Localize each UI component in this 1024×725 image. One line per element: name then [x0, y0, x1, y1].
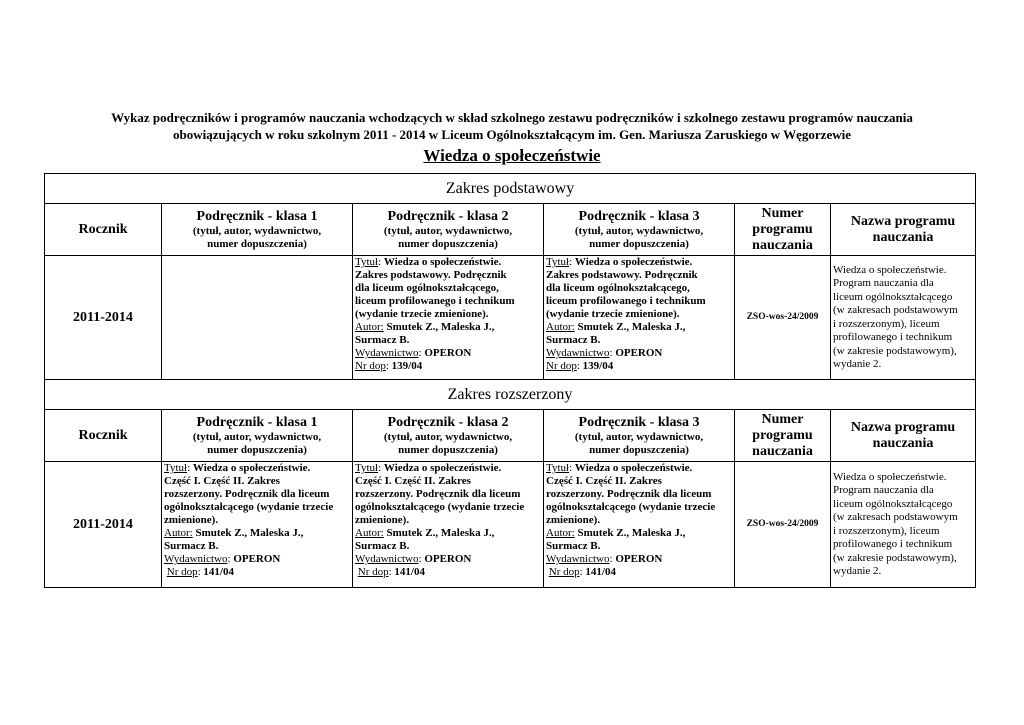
- book-klasa-3-basic: Tytuł: Wiedza o społeczeństwie. Zakres podstawowy. Podręcznik dla liceum ogólnokształcącego, liceum profilowanego i technikum (wydanie trzecie zmienione). Autor: Smutek Z., Maleska J., Surmacz B. Wydawnictwo: OPERON Nr dop: 139/04: [544, 256, 735, 380]
- book-desc-line: Część I. Część II. Zakres: [355, 475, 471, 487]
- header-sub-1b: numer dopuszczenia): [207, 237, 307, 250]
- header-rocznik: Rocznik: [45, 204, 162, 256]
- header-klasa-3: [544, 204, 735, 256]
- header-sub-1a: (tytuł, autor, wydawnictwo,: [192, 430, 322, 443]
- book-desc-line: Zakres podstawowy. Podręcznik: [546, 269, 698, 281]
- header-klasa-1-label: Podręcznik - klasa 1: [196, 208, 318, 224]
- author-value: Smutek Z., Maleska J.,: [386, 321, 495, 333]
- publisher-value: OPERON: [615, 553, 663, 565]
- program-name-line: liceum ogólnokształcącego: [833, 290, 953, 303]
- nr-value: 141/04: [585, 566, 616, 578]
- header-row-basic: [45, 204, 976, 256]
- book-desc-line: rozszerzony. Podręcznik dla liceum: [355, 488, 521, 500]
- year-cell-extended: 2011-2014: [45, 462, 162, 588]
- header-nazwa-line-2: nauczania: [872, 435, 934, 451]
- publisher-label: Wydawnictwo: [355, 553, 419, 565]
- book-desc-line: dla liceum ogólnokształcącego,: [546, 282, 690, 294]
- year-cell-basic: 2011-2014: [45, 256, 162, 380]
- section-title-basic: Zakres podstawowy: [45, 174, 976, 204]
- header-sub-3b: numer dopuszczenia): [589, 237, 689, 250]
- header-klasa-1: [162, 204, 353, 256]
- book-desc-line: zmienione).: [164, 514, 219, 526]
- book-klasa-2-basic: Tytuł: Wiedza o społeczeństwie. Zakres podstawowy. Podręcznik dla liceum ogólnokształcącego, liceum profilowanego i technikum (wydanie trzecie zmienione). Autor: Smutek Z., Maleska J., Surmacz B. Wydawnictwo: OPERON Nr dop: 139/04: [353, 256, 544, 380]
- publisher-label: Wydawnictwo: [546, 347, 610, 359]
- header-sub-3a: (tytuł, autor, wydawnictwo,: [574, 430, 704, 443]
- book-desc-line: Część I. Część II. Zakres: [164, 475, 280, 487]
- header-sub-3b: numer dopuszczenia): [589, 443, 689, 456]
- publisher-value: OPERON: [424, 347, 472, 359]
- nr-value: 141/04: [394, 566, 425, 578]
- title-value: Wiedza o społeczeństwie.: [574, 256, 693, 268]
- book-desc-line: rozszerzony. Podręcznik dla liceum: [546, 488, 712, 500]
- book-desc-line: Zakres podstawowy. Podręcznik: [355, 269, 507, 281]
- book-desc-line: ogólnokształcącego (wydanie trzecie: [355, 501, 525, 513]
- data-row-extended: [45, 462, 976, 588]
- book-desc-line: ogólnokształcącego (wydanie trzecie: [546, 501, 716, 513]
- book-desc-line: liceum profilowanego i technikum: [546, 295, 706, 307]
- header-numer-line-1: Numer: [761, 411, 804, 427]
- header-numer-programu: [735, 410, 831, 462]
- title-label: Tytuł: [355, 256, 379, 268]
- header-klasa-2-label: Podręcznik - klasa 2: [387, 414, 509, 430]
- header-numer-line-3: nauczania: [752, 237, 813, 253]
- program-name-line: (w zakresach podstawowym: [833, 511, 958, 523]
- program-name-extended: [831, 462, 976, 588]
- header-klasa-2-label: Podręcznik - klasa 2: [387, 208, 509, 224]
- publisher-label: Wydawnictwo: [164, 553, 228, 565]
- program-name-line: (w zakresach podstawowym: [833, 304, 958, 316]
- program-name-line: (w zakresie podstawowym),: [833, 344, 957, 357]
- program-name-line: profilowanego i technikum: [833, 331, 953, 343]
- program-name-line: Wiedza o społeczeństwie.: [833, 263, 947, 276]
- nr-label: Nr dop: [546, 360, 577, 372]
- program-name-line: wydanie 2.: [833, 358, 882, 370]
- author-label: Autor:: [164, 527, 193, 539]
- section-title-extended: Zakres rozszerzony: [45, 380, 976, 410]
- publisher-label: Wydawnictwo: [355, 347, 419, 359]
- author-value-2: Surmacz B.: [546, 334, 601, 346]
- author-value: Smutek Z., Maleska J.,: [577, 321, 686, 333]
- nr-label: Nr dop: [548, 566, 580, 578]
- program-name-line: Program nauczania dla: [833, 484, 934, 496]
- program-name-line: liceum ogólnokształcącego: [833, 497, 953, 510]
- author-label: Autor:: [546, 527, 575, 539]
- header-klasa-1-label: Podręcznik - klasa 1: [196, 414, 318, 430]
- header-klasa-1: [162, 410, 353, 462]
- header-sub-2b: numer dopuszczenia): [398, 443, 498, 456]
- title-label: Tytuł: [546, 462, 570, 474]
- header-nazwa-line-1: Nazwa programu: [850, 419, 956, 435]
- author-value-2: Surmacz B.: [546, 540, 601, 552]
- nr-label: Nr dop: [166, 566, 198, 578]
- author-value-2: Surmacz B.: [164, 540, 219, 552]
- book-desc-line: (wydanie trzecie zmienione).: [546, 308, 680, 320]
- page-title-line-2: obowiązujących w roku szkolnym 2011 - 2014 w Liceum Ogólnokształcącym im. Gen. Mariusza Zaruskiego w Węgorzewie: [172, 127, 851, 142]
- book-desc-line: liceum profilowanego i technikum: [355, 295, 515, 307]
- title-label: Tytuł: [546, 256, 570, 268]
- title-value: Wiedza o społeczeństwie.: [574, 462, 693, 474]
- header-sub-2a: (tytuł, autor, wydawnictwo,: [383, 430, 513, 443]
- nr-value: 139/04: [582, 360, 614, 372]
- author-value-2: Surmacz B.: [355, 334, 410, 346]
- textbook-table: [44, 173, 976, 588]
- program-name-line: Program nauczania dla: [833, 277, 934, 289]
- header-sub-2b: numer dopuszczenia): [398, 237, 498, 250]
- header-numer-line-2: programu: [752, 221, 813, 237]
- header-nazwa-line-2: nauczania: [872, 229, 934, 245]
- nr-value: 139/04: [391, 360, 423, 372]
- header-row-extended: [45, 410, 976, 462]
- header-sub-1a: (tytuł, autor, wydawnictwo,: [192, 224, 322, 237]
- page-title: [40, 109, 984, 143]
- header-nazwa-programu: [831, 204, 976, 256]
- header-numer-programu: [735, 204, 831, 256]
- program-name-line: wydanie 2.: [833, 565, 882, 577]
- author-label: Autor:: [355, 321, 384, 333]
- book-desc-line: dla liceum ogólnokształcącego,: [355, 282, 499, 294]
- subject-title: Wiedza o społeczeństwie: [423, 146, 601, 165]
- book-desc-line: zmienione).: [546, 514, 601, 526]
- publisher-value: OPERON: [424, 553, 472, 565]
- program-number-basic: ZSO-wos-24/2009: [735, 256, 831, 380]
- program-number-extended: ZSO-wos-24/2009: [735, 462, 831, 588]
- book-desc-line: zmienione).: [355, 514, 410, 526]
- book-desc-line: ogólnokształcącego (wydanie trzecie: [164, 501, 334, 513]
- header-numer-line-2: programu: [752, 427, 813, 443]
- data-row-basic: [45, 256, 976, 380]
- header-nazwa-programu: [831, 410, 976, 462]
- title-value: Wiedza o społeczeństwie.: [192, 462, 311, 474]
- title-label: Tytuł: [164, 462, 188, 474]
- book-klasa-3-extended: Tytuł: Wiedza o społeczeństwie. Część I. Część II. Zakres rozszerzony. Podręcznik dla liceum ogólnokształcącego (wydanie trzecie zmienione). Autor: Smutek Z., Maleska J., Surmacz B. Wydawnictwo: OPERON Nr dop: 141/04: [544, 462, 735, 588]
- title-value: Wiedza o społeczeństwie.: [383, 256, 502, 268]
- book-klasa-2-extended: Tytuł: Wiedza o społeczeństwie. Część I. Część II. Zakres rozszerzony. Podręcznik dla liceum ogólnokształcącego (wydanie trzecie zmienione). Autor: Smutek Z., Maleska J., Surmacz B. Wydawnictwo: OPERON Nr dop: 141/04: [353, 462, 544, 588]
- book-desc-line: (wydanie trzecie zmienione).: [355, 308, 489, 320]
- author-value: Smutek Z., Maleska J.,: [577, 527, 686, 539]
- program-name-line: i rozszerzonym), liceum: [833, 524, 940, 537]
- header-sub-1b: numer dopuszczenia): [207, 443, 307, 456]
- header-klasa-2: [353, 410, 544, 462]
- header-nazwa-line-1: Nazwa programu: [850, 213, 956, 229]
- author-value: Smutek Z., Maleska J.,: [195, 527, 304, 539]
- program-name-basic: [831, 256, 976, 380]
- nr-value: 141/04: [203, 566, 234, 578]
- header-numer-line-3: nauczania: [752, 443, 813, 459]
- header-klasa-2: [353, 204, 544, 256]
- header-klasa-3: [544, 410, 735, 462]
- publisher-value: OPERON: [615, 347, 663, 359]
- book-klasa-1-extended: Tytuł: Wiedza o społeczeństwie. Część I. Część II. Zakres rozszerzony. Podręcznik dla liceum ogólnokształcącego (wydanie trzecie zmienione). Autor: Smutek Z., Maleska J., Surmacz B. Wydawnictwo: OPERON Nr dop: 141/04: [162, 462, 353, 588]
- author-value: Smutek Z., Maleska J.,: [386, 527, 495, 539]
- book-desc-line: rozszerzony. Podręcznik dla liceum: [164, 488, 330, 500]
- publisher-value: OPERON: [233, 553, 281, 565]
- header-klasa-3-label: Podręcznik - klasa 3: [578, 414, 700, 430]
- header-rocznik: Rocznik: [45, 410, 162, 462]
- program-name-line: i rozszerzonym), liceum: [833, 317, 940, 330]
- program-name-line: (w zakresie podstawowym),: [833, 551, 957, 564]
- title-label: Tytuł: [355, 462, 379, 474]
- title-value: Wiedza o społeczeństwie.: [383, 462, 502, 474]
- header-sub-2a: (tytuł, autor, wydawnictwo,: [383, 224, 513, 237]
- book-desc-line: Część I. Część II. Zakres: [546, 475, 662, 487]
- publisher-label: Wydawnictwo: [546, 553, 610, 565]
- page-title-line-1: Wykaz podręczników i programów nauczania wchodzących w skład szkolnego zestawu podręczników i szkolnego zestawu programów nauczania: [111, 110, 913, 125]
- header-klasa-3-label: Podręcznik - klasa 3: [578, 208, 700, 224]
- author-label: Autor:: [355, 527, 384, 539]
- section-row-extended: [45, 380, 976, 410]
- nr-label: Nr dop: [357, 566, 389, 578]
- header-sub-3a: (tytuł, autor, wydawnictwo,: [574, 224, 704, 237]
- header-numer-line-1: Numer: [761, 205, 804, 221]
- nr-label: Nr dop: [355, 360, 386, 372]
- book-klasa-1-basic: [162, 256, 353, 380]
- program-name-line: profilowanego i technikum: [833, 538, 953, 550]
- author-value-2: Surmacz B.: [355, 540, 410, 552]
- program-name-line: Wiedza o społeczeństwie.: [833, 470, 947, 483]
- author-label: Autor:: [546, 321, 575, 333]
- section-row-basic: [45, 174, 976, 204]
